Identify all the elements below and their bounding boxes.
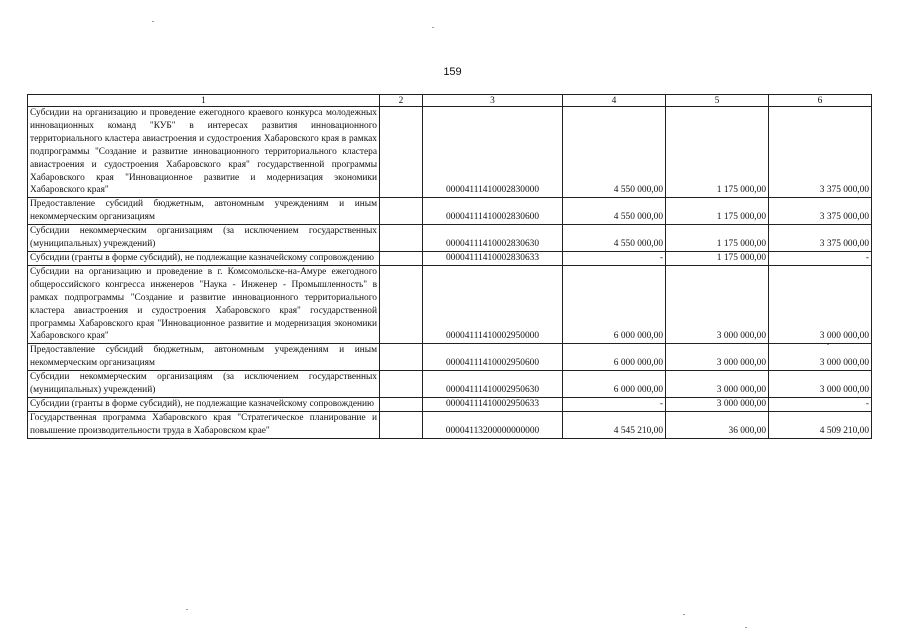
table-row [28,397,872,411]
budget-table [27,94,872,439]
row-description: Субсидии (гранты в форме субсидий), не подлежащие казначейскому сопровождению [28,251,380,265]
row-value-6: - [769,397,872,411]
row-code: 00004111410002950600 [423,344,563,371]
row-description: Субсидии на организацию и проведение в г. Комсомольске-на-Амуре ежегодного общероссийского конгресса инженеров "Наука - Инженер - Промышленность" в рамках подпрограммы "Создание и развитие инновационного территориального кластера авиастроения и судостроения Хабаровского края" государственной программы Хабаровского края "Инновационное развитие и модернизация экономики Хабаровского края" [28,265,380,343]
row-value-5: 36 000,00 [666,411,769,438]
row-value-4: 4 550 000,00 [563,198,666,225]
row-value-6: 3 375 000,00 [769,198,872,225]
table-row [28,371,872,398]
row-value-4: 4 550 000,00 [563,225,666,252]
row-value-4: 6 000 000,00 [563,344,666,371]
column-header: 6 [769,95,872,107]
row-value-5: 3 000 000,00 [666,371,769,398]
row-code: 00004111410002830630 [423,225,563,252]
row-value-4: 4 550 000,00 [563,107,666,198]
column-header: 2 [380,95,423,107]
table-row [28,344,872,371]
row-col2 [380,198,423,225]
column-header: 3 [423,95,563,107]
row-value-5: 3 000 000,00 [666,265,769,343]
row-description: Субсидии некоммерческим организациям (за исключением государственных (муниципальных) учреждений) [28,371,380,398]
table-row [28,198,872,225]
row-code: 00004111410002950000 [423,265,563,343]
row-value-5: 3 000 000,00 [666,344,769,371]
row-value-6: 3 000 000,00 [769,344,872,371]
row-col2 [380,344,423,371]
row-col2 [380,397,423,411]
row-value-6: - [769,251,872,265]
header-row [28,95,872,107]
row-col2 [380,251,423,265]
page-number: 159 [443,66,462,78]
scan-speck [152,21,154,22]
row-value-6: 3 375 000,00 [769,107,872,198]
row-description: Предоставление субсидий бюджетным, автономным учреждениям и иным некоммерческим организациям [28,198,380,225]
scan-speck [827,344,829,345]
table-row [28,251,872,265]
table-row [28,107,872,198]
row-value-6: 4 509 210,00 [769,411,872,438]
row-code: 00004111410002830000 [423,107,563,198]
scan-speck [186,609,188,610]
row-value-4: 6 000 000,00 [563,265,666,343]
row-col2 [380,265,423,343]
row-value-5: 3 000 000,00 [666,397,769,411]
row-code: 00004113200000000000 [423,411,563,438]
row-value-6: 3 000 000,00 [769,371,872,398]
row-code: 00004111410002830600 [423,198,563,225]
column-header: 1 [28,95,380,107]
column-header: 5 [666,95,769,107]
row-description: Субсидии на организацию и проведение ежегодного краевого конкурса молодежных инновационных команд "КУБ" в интересах развития инновационного территориального кластера авиастроения и судостроения Хабаровского края в рамках подпрограммы "Создание и развитие инновационного территориального кластера авиастроения и судостроения Хабаровского края" государственной программы Хабаровского края "Инновационное развитие и модернизация экономики Хабаровского края" [28,107,380,198]
row-value-4: - [563,397,666,411]
row-value-4: 4 545 210,00 [563,411,666,438]
table-row [28,265,872,343]
row-value-4: 6 000 000,00 [563,371,666,398]
row-code: 00004111410002950630 [423,371,563,398]
table-row [28,225,872,252]
row-value-5: 1 175 000,00 [666,225,769,252]
row-description: Государственная программа Хабаровского края "Стратегическое планирование и повышение производительности труда в Хабаровском крае" [28,411,380,438]
row-code: 00004111410002830633 [423,251,563,265]
scan-speck [432,27,434,28]
row-value-5: 1 175 000,00 [666,107,769,198]
row-value-5: 1 175 000,00 [666,251,769,265]
row-description: Субсидии (гранты в форме субсидий), не подлежащие казначейскому сопровождению [28,397,380,411]
column-header: 4 [563,95,666,107]
row-col2 [380,107,423,198]
row-value-5: 1 175 000,00 [666,198,769,225]
scan-speck [745,627,747,628]
row-code: 00004111410002950633 [423,397,563,411]
scan-speck [683,614,685,615]
row-col2 [380,411,423,438]
row-description: Субсидии некоммерческим организациям (за исключением государственных (муниципальных) учреждений) [28,225,380,252]
row-value-4: - [563,251,666,265]
row-description: Предоставление субсидий бюджетным, автономным учреждениям и иным некоммерческим организациям [28,344,380,371]
row-col2 [380,225,423,252]
row-value-6: 3 375 000,00 [769,225,872,252]
row-value-6: 3 000 000,00 [769,265,872,343]
table-row [28,411,872,438]
row-col2 [380,371,423,398]
